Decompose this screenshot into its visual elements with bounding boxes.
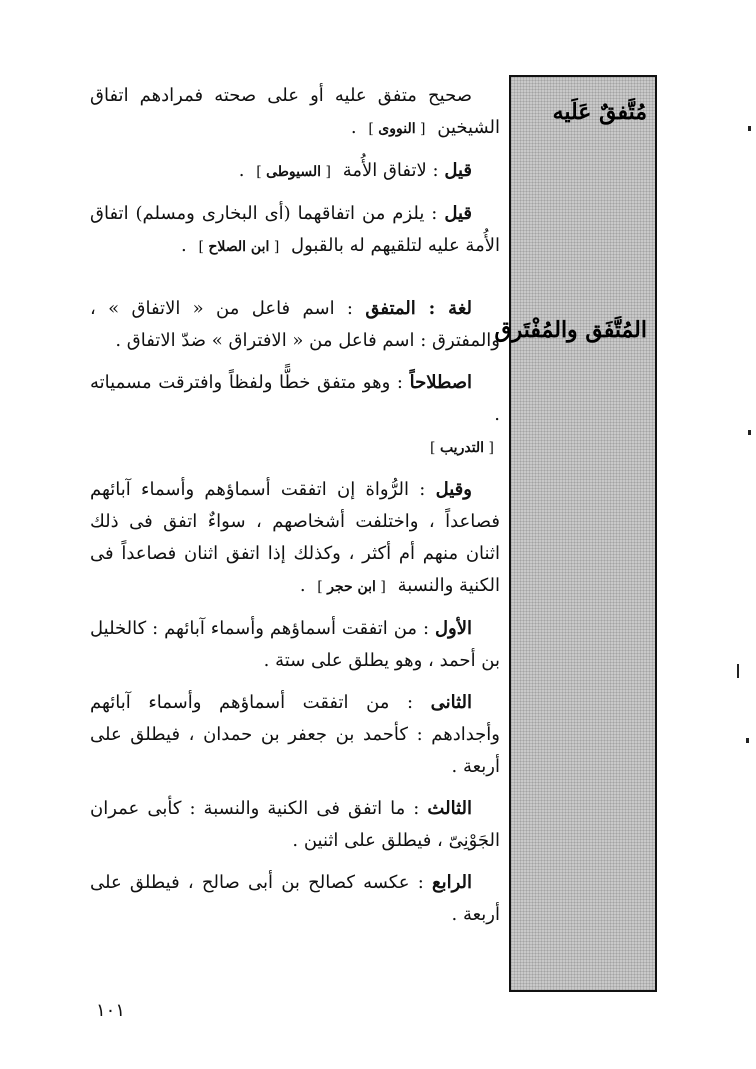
paragraph-lead: الثالث (427, 798, 472, 819)
paragraph-text: : من اتفقت أسماؤهم وأسماء آبائهم : كالخليل بن أحمد ، وهو يطلق على ستة . (90, 618, 500, 671)
paragraph-text: : ما اتفق فى الكنية والنسبة : كأبى عمران الجَوْنِىّ ، فيطلق على اثنين . (90, 798, 500, 851)
paragraph-text: : عكسه كصالح بن أبى صالح ، فيطلق على أربعة . (90, 872, 500, 925)
paragraph (90, 793, 500, 857)
term-muttafaq-alayh: مُتَّفقٌ عَلَيه (552, 99, 647, 125)
scan-mark (748, 126, 751, 131)
page-number: ١٠١ (96, 1000, 126, 1021)
paragraph-lead: قيل (444, 203, 472, 224)
scan-mark (746, 738, 749, 743)
source-citation: [ السيوطى ] (256, 164, 331, 180)
paragraph-lead: لغة : المتفق (365, 298, 472, 319)
paragraph-text: : اسم فاعل من « الاتفاق » ، والمفترق : اسم فاعل من « الافتراق » ضدّ الاتفاق . (90, 298, 500, 351)
paragraph-text: : يلزم من اتفاقهما (أى البخارى ومسلم) اتفاق الأُمة عليه لتلقيهم له بالقبول (90, 203, 500, 256)
source-citation: [ ابن حجر ] (317, 579, 386, 595)
paragraph-lead: الأول (434, 618, 472, 639)
scan-mark (748, 430, 751, 435)
term-sidebar (494, 75, 657, 992)
body-text (90, 80, 500, 941)
paragraph-lead: اصطلاحاً (409, 372, 472, 393)
paragraph-lead: الثانى (430, 692, 472, 713)
paragraph-text: : الرُّواة إن اتفقت أسماؤهم وأسماء آبائهم فصاعداً ، واختلفت أشخاصهم ، سواءٌ اتفق فى ذلك اثنان منهم أم أكثر ، وكذلك إذا اتفق اثنان فصاعداً فى الكنية والنسبة (90, 479, 500, 596)
paragraph-lead: الرابع (431, 872, 472, 893)
paragraph (90, 293, 500, 357)
paragraph-text: : لاتفاق الأُمة (342, 160, 439, 181)
paragraph (90, 867, 500, 931)
source-citation: [ ابن الصلاح ] (198, 239, 280, 255)
term-muttafaq-muftaraq: المُتَّفَق والمُفْتَرق (494, 317, 647, 343)
paragraph-text: : من اتفقت أسماؤهم وأسماء آبائهم وأجدادهم : كأحمد بن جعفر بن حمدان ، فيطلق على أربعة . (90, 692, 500, 777)
paragraph: قيل : لاتفاق الأُمة [ السيوطى ] . (238, 160, 472, 181)
paragraph-lead: قيل (444, 160, 472, 181)
source-citation: [ التدريب ] (430, 440, 494, 456)
paragraph-text: : وهو متفق خطًّا ولفظاً وافترقت مسمياته . (90, 372, 500, 425)
paragraph (90, 687, 500, 783)
paragraph: وقيل : الرُّواة إن اتفقت أسماؤهم وأسماء آبائهم فصاعداً ، واختلفت أشخاصهم ، سواءٌ اتفق فى ذلك اثنان منهم أم أكثر ، وكذلك إذا اتفق اثنان فصاعداً فى الكنية والنسبة [ ابن حجر ] . (90, 479, 500, 596)
paragraph: صحيح متفق عليه أو على صحته فمرادهم اتفاق الشيخين [ النووى ] . (90, 85, 500, 138)
scan-mark (737, 664, 739, 678)
source-citation: [ النووى ] (368, 121, 426, 137)
paragraph (90, 613, 500, 677)
paragraph-text: صحيح متفق عليه أو على صحته فمرادهم اتفاق الشيخين (90, 85, 500, 138)
paragraph-lead: وقيل (435, 479, 472, 500)
paragraph (90, 367, 500, 464)
paragraph: قيل : يلزم من اتفاقهما (أى البخارى ومسلم) اتفاق الأُمة عليه لتلقيهم له بالقبول [ ابن الصلاح ] . (90, 203, 500, 256)
